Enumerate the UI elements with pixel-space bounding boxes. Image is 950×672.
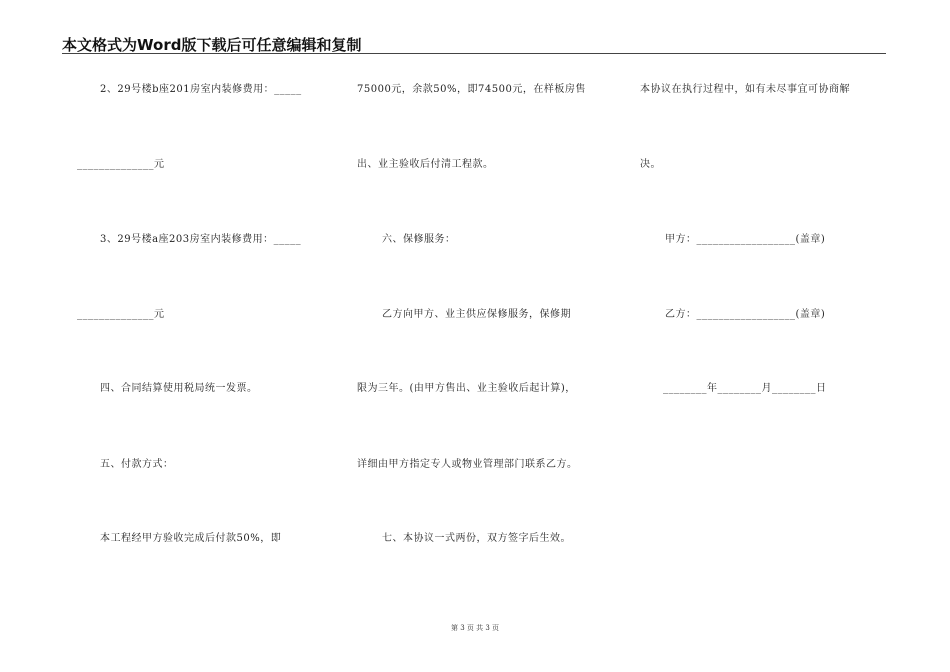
col2-line-5: 限为三年。(由甲方售出、业主验收后起计算)， — [357, 383, 576, 394]
col1-line-7: 本工程经甲方验收完成后付款50%，即 — [100, 533, 282, 544]
col2-line-1: 75000元，余款50%，即74500元，在样板房售 — [357, 84, 586, 95]
col2-line-4: 乙方向甲方、业主供应保修服务，保修期 — [382, 309, 571, 320]
col1-line-2: ______________元 — [77, 159, 165, 170]
col2-line-2: 出、业主验收后付清工程款。 — [357, 159, 494, 170]
col1-line-4: ______________元 — [77, 309, 165, 320]
col1-line-6: 五、付款方式： — [100, 459, 174, 470]
col1-line-5: 四、合同结算使用税局统一发票。 — [100, 383, 258, 394]
col2-line-7: 七、本协议一式两份，双方签字后生效。 — [382, 533, 571, 544]
header-divider — [62, 53, 886, 54]
col3-line-1: 本协议在执行过程中，如有未尽事宜可协商解 — [640, 84, 850, 95]
date-line: ________年________月________日 — [663, 383, 827, 394]
party-a-signature-line: 甲方：__________________(盖章) — [665, 234, 826, 245]
col1-line-3: 3、29号楼a座203房室内装修费用：_____ — [100, 234, 302, 245]
party-b-signature-line: 乙方：__________________(盖章) — [665, 309, 826, 320]
col2-line-3: 六、保修服务： — [382, 234, 456, 245]
col3-line-2: 决。 — [640, 159, 661, 170]
document-header-title: 本文格式为Word版下载后可任意编辑和复制 — [62, 36, 362, 54]
col2-line-6: 详细由甲方指定专人或物业管理部门联系乙方。 — [357, 459, 578, 470]
col1-line-1: 2、29号楼b座201房室内装修费用：_____ — [100, 84, 302, 95]
page-number: 第 3 页 共 3 页 — [450, 624, 500, 632]
